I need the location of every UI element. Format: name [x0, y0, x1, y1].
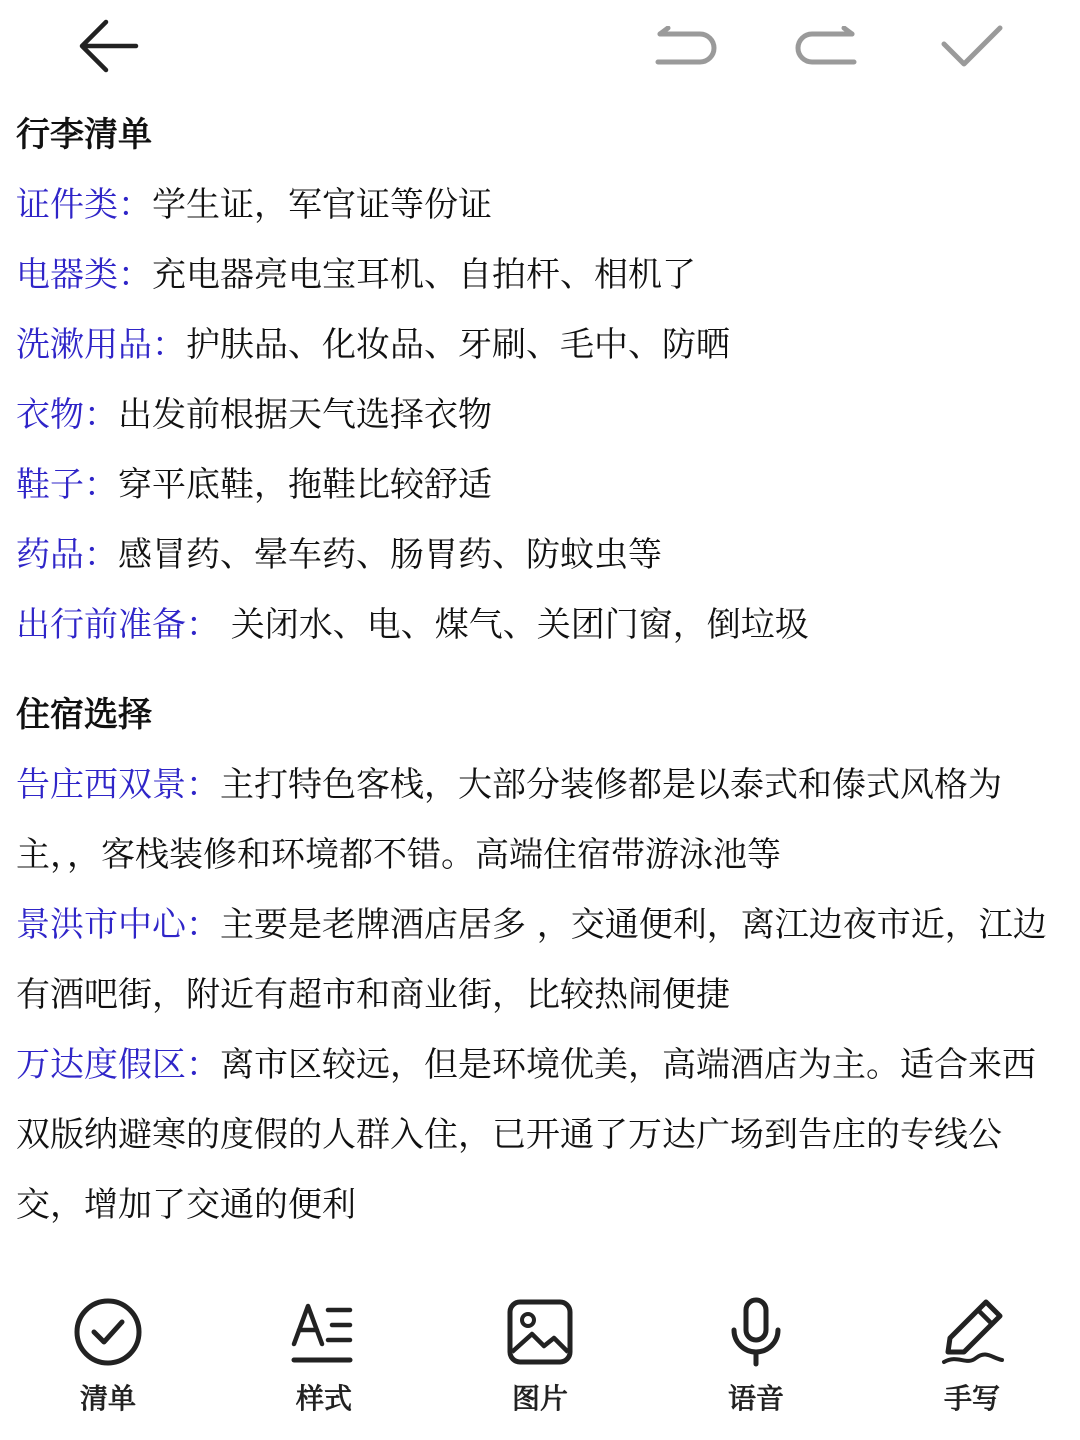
item-value: 穿平底鞋，拖鞋比较舒适	[118, 465, 492, 505]
pen-icon	[936, 1296, 1008, 1368]
list-item	[16, 240, 1056, 310]
item-key: 万达度假区：	[16, 1045, 220, 1085]
packing-list-section	[16, 100, 1056, 660]
list-item	[16, 170, 1056, 240]
handwriting-label: 手写	[943, 1382, 1000, 1415]
item-key: 告庄西双景：	[16, 765, 220, 805]
note-content[interactable]	[16, 100, 1056, 1240]
image-button[interactable]	[470, 1290, 610, 1430]
item-key: 证件类：	[16, 185, 152, 225]
item-key: 景洪市中心：	[16, 905, 220, 945]
style-label: 样式	[295, 1382, 352, 1415]
style-button[interactable]	[254, 1290, 394, 1430]
undo-icon[interactable]	[650, 26, 718, 70]
voice-label: 语音	[727, 1382, 784, 1415]
item-value: 充电器亮电宝耳机、自拍杆、相机了	[152, 255, 696, 295]
section-title: 住宿选择	[16, 695, 152, 735]
redo-icon[interactable]	[794, 26, 862, 70]
image-label: 图片	[511, 1382, 568, 1415]
item-value: 感冒药、晕车药、肠胃药、防蚊虫等	[118, 535, 662, 575]
list-item	[16, 890, 1056, 1030]
item-value: 关闭水、电、煤气、关团门窗，倒垃圾	[220, 605, 809, 645]
list-item	[16, 450, 1056, 520]
arrow-left-icon[interactable]	[76, 16, 140, 76]
voice-button[interactable]	[686, 1290, 826, 1430]
microphone-icon	[720, 1296, 792, 1368]
checklist-circle-icon	[72, 1296, 144, 1368]
list-item	[16, 380, 1056, 450]
item-key: 出行前准备：	[16, 605, 220, 645]
text-style-icon	[288, 1296, 360, 1368]
section-title: 行李清单	[16, 115, 152, 155]
list-item	[16, 590, 1056, 660]
top-toolbar	[0, 0, 1080, 100]
checklist-label: 清单	[79, 1382, 136, 1415]
handwriting-button[interactable]	[902, 1290, 1042, 1430]
item-value: 出发前根据天气选择衣物	[118, 395, 492, 435]
check-icon[interactable]	[940, 24, 1004, 72]
item-value: 主打特色客栈，大部分装修都是以泰式和傣式风格为主，，客栈装修和环境都不错。高端住宿带游泳池等	[16, 765, 1002, 875]
item-value: 学生证，军官证等份证	[152, 185, 492, 225]
list-item	[16, 1030, 1056, 1240]
image-icon	[504, 1296, 576, 1368]
item-key: 鞋子：	[16, 465, 118, 505]
list-item	[16, 310, 1056, 380]
item-key: 洗漱用品：	[16, 325, 186, 365]
item-key: 药品：	[16, 535, 118, 575]
item-value: 离市区较远，但是环境优美，高端酒店为主。适合来西双版纳避寒的度假的人群入住，已开通了万达广场到告庄的专线公交，增加了交通的便利	[16, 1045, 1036, 1225]
accommodation-section	[16, 680, 1056, 1240]
section-spacer	[16, 660, 1056, 680]
bottom-toolbar	[0, 1290, 1080, 1440]
item-value: 主要是老牌酒店居多 ，交通便利，离江边夜市近，江边有酒吧街，附近有超市和商业街，比较热闹便捷	[16, 905, 1047, 1015]
checklist-button[interactable]	[38, 1290, 178, 1430]
list-item	[16, 750, 1056, 890]
item-key: 电器类：	[16, 255, 152, 295]
item-value: 护肤品、化妆品、牙刷、毛中、防晒	[186, 325, 730, 365]
list-item	[16, 520, 1056, 590]
item-key: 衣物：	[16, 395, 118, 435]
